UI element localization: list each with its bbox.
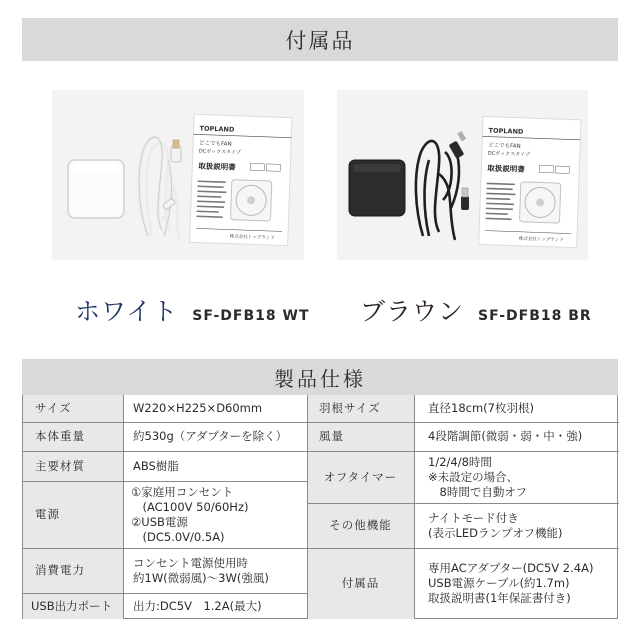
spec-header: [22, 359, 618, 395]
spec-label-airflow: 風量: [307, 422, 414, 451]
spec-value-power-source: [123, 481, 307, 548]
white-accessories-photo: [52, 90, 304, 260]
spec-label-accessories: 付属品: [307, 548, 414, 619]
accessories-line-3: 取扱説明書(1年保証書付き): [428, 591, 571, 605]
brown-manual-product: どこでもFAN: [488, 142, 521, 150]
brown-manual-product-type: DCボックスタイプ: [487, 150, 530, 159]
grid-line: [414, 395, 415, 619]
white-model-number: SF-DFB18 WT: [192, 308, 310, 324]
grid-line: [307, 451, 619, 452]
spec-value-off-timer: [414, 451, 619, 503]
white-manual-brand: TOPLAND: [199, 124, 235, 134]
brown-usb-plug-icon: [461, 196, 469, 210]
off-timer-line-1: 1/2/4/8時間: [428, 454, 492, 469]
brown-accessories-illustration: [337, 90, 588, 260]
white-manual-footer: 株式会社トップランド: [229, 234, 275, 242]
white-manual-product-type: DCボックスタイプ: [198, 148, 241, 156]
spec-label-power-source: 電源: [23, 481, 123, 548]
white-caption: [75, 292, 310, 328]
spec-label-off-timer: オフタイマー: [307, 451, 414, 503]
off-timer-line-2: ※未設定の場合、: [428, 469, 519, 484]
white-manual-title: 取扱説明書: [198, 161, 236, 172]
spec-label-power-consumption: 消費電力: [23, 548, 123, 593]
spec-label-size: サイズ: [23, 395, 123, 422]
other-features-line-1: ナイトモード付き: [428, 510, 519, 525]
brown-manual-title: 取扱説明書: [487, 163, 525, 174]
white-color-name: ホワイト: [75, 297, 179, 326]
spec-label-usb-port: USB出力ポート: [23, 593, 123, 619]
white-manual-product: どこでもFAN: [198, 140, 232, 148]
spec-value-size: W220×H225×D60mm: [133, 401, 263, 415]
spec-value-blade-size: 直径18cm(7枚羽根): [428, 401, 534, 415]
spec-value-accessories: [414, 548, 619, 619]
grid-line: [123, 395, 124, 619]
brown-manual: [479, 116, 581, 247]
spec-value-weight: 約530g（アダプターを除く）: [133, 429, 288, 443]
white-accessories-illustration: [52, 90, 304, 260]
accessories-line-1: 専用ACアダプター(DC5V 2.4A): [428, 561, 594, 575]
grid-line: [307, 422, 619, 423]
spec-value-other-features: [414, 503, 619, 548]
power-source-line-3: ②USB電源: [131, 514, 188, 529]
grid-line: [23, 481, 307, 482]
power-source-line-4: (DC5.0V/0.5A): [131, 529, 225, 544]
grid-line: [23, 451, 307, 452]
spec-value-airflow: 4段階調節(微弱・弱・中・強): [428, 429, 583, 443]
white-manual: [190, 114, 292, 245]
spec-label-material: 主要材質: [23, 451, 123, 481]
spec-value-usb-port: 出力:DC5V 1.2A(最大): [133, 598, 262, 613]
spec-value-material: ABS樹脂: [133, 458, 179, 473]
brown-caption: [360, 292, 592, 328]
grid-line: [307, 395, 308, 619]
accessories-header: [22, 18, 618, 61]
brown-color-name: ブラウン: [360, 297, 465, 326]
power-source-line-1: ①家庭用コンセント: [131, 484, 234, 499]
brown-manual-brand: TOPLAND: [488, 126, 524, 136]
accessories-title: 付属品: [285, 28, 355, 53]
power-consumption-line-2: 約1W(微弱風)～3W(強風): [133, 570, 269, 585]
grid-line: [23, 422, 307, 423]
other-features-line-2: (表示LEDランプオフ機能): [428, 525, 563, 540]
off-timer-line-3: 8時間で自動オフ: [428, 484, 527, 499]
brown-model-number: SF-DFB18 BR: [478, 308, 592, 324]
grid-line: [307, 548, 619, 549]
spec-value-power-consumption: [123, 548, 307, 593]
brown-accessories-photo: [337, 90, 588, 260]
power-source-line-2: (AC100V 50/60Hz): [131, 499, 249, 514]
brown-usb-cable-icon: [416, 141, 459, 240]
white-manual-fan-icon: [230, 180, 271, 221]
brown-manual-footer: 株式会社トップランド: [518, 236, 564, 244]
grid-line: [23, 548, 307, 549]
spec-table: [22, 395, 618, 619]
power-consumption-line-1: コンセント電源使用時: [133, 555, 248, 570]
grid-line: [23, 593, 307, 594]
grid-line: [307, 503, 619, 504]
brown-dc-plug-icon: [449, 141, 465, 159]
white-usb-plug-icon: [171, 146, 181, 162]
spec-label-blade-size: 羽根サイズ: [307, 395, 414, 422]
spec-title: 製品仕様: [274, 366, 366, 391]
spec-label-other-features: その他機能: [307, 503, 414, 548]
spec-label-weight: 本体重量: [23, 422, 123, 451]
brown-manual-fan-icon: [519, 182, 560, 223]
accessories-line-2: USB電源ケーブル(約1.7m): [428, 576, 570, 590]
